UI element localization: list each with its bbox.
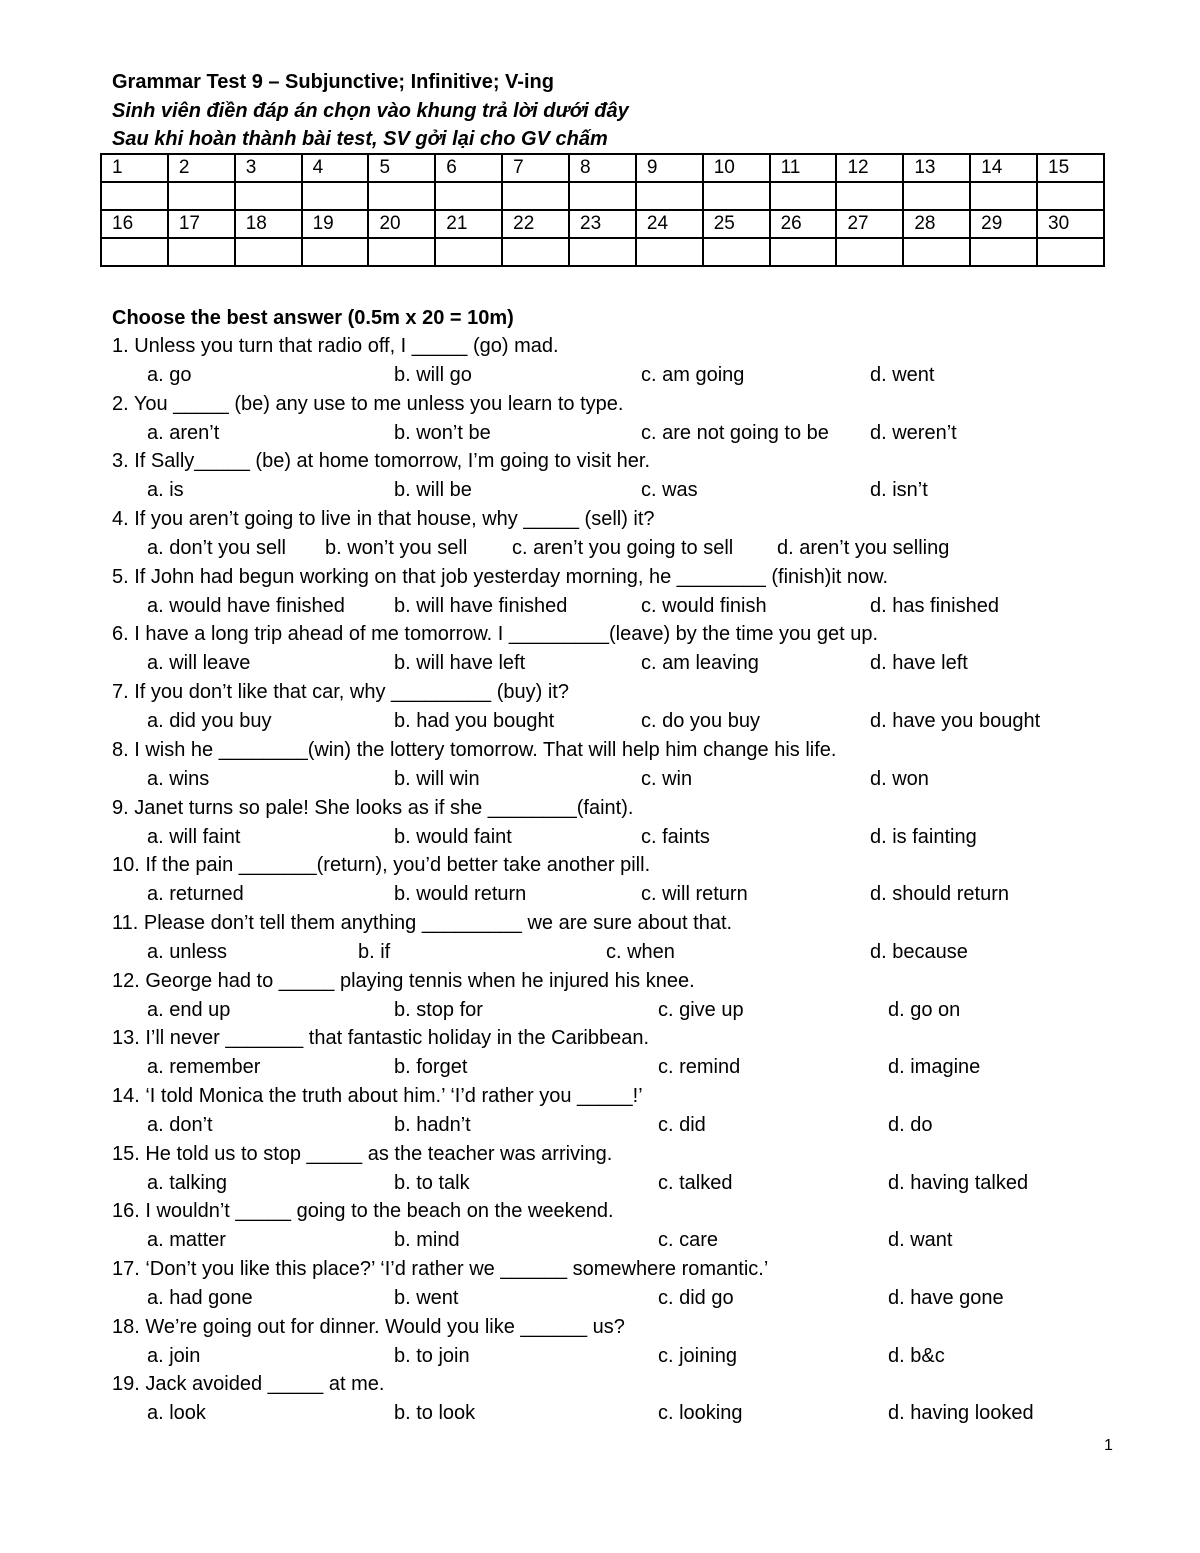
question-item <box>112 390 1112 448</box>
question-text: 7. If you don’t like that car, why _________ (buy) it? <box>112 681 569 704</box>
answer-option[interactable]: d. have gone <box>888 1287 1004 1309</box>
answer-option[interactable]: a. had gone <box>147 1287 253 1309</box>
answer-number-cell: 18 <box>235 210 302 238</box>
answer-option[interactable]: a. go <box>147 364 192 386</box>
answer-number-cell: 25 <box>703 210 770 238</box>
answer-cell[interactable] <box>101 182 168 210</box>
answer-option[interactable]: d. imagine <box>888 1056 981 1079</box>
answer-grid <box>100 153 1105 267</box>
answer-option[interactable]: b. if <box>358 940 391 963</box>
question-item <box>112 1313 1112 1371</box>
answer-option[interactable]: c. when <box>606 940 675 963</box>
answer-number-cell: 24 <box>636 210 703 238</box>
question-text: 4. If you aren’t going to live in that house, why _____ (sell) it? <box>112 508 655 531</box>
answer-option[interactable]: c. win <box>641 767 693 790</box>
answer-option[interactable]: b. hadn’t <box>394 1113 471 1136</box>
answer-option[interactable]: c. was <box>641 479 698 502</box>
answer-cell[interactable] <box>970 182 1037 210</box>
answer-option[interactable]: a. wins <box>147 767 210 790</box>
answer-cell[interactable] <box>502 182 569 210</box>
answer-number-cell: 1 <box>101 154 168 182</box>
question-text: 5. If John had begun working on that job yesterday morning, he ________ (finish)it now. <box>112 565 889 588</box>
answer-cell[interactable] <box>970 238 1037 266</box>
answer-grid-answer-row-1 <box>101 182 1104 210</box>
answer-option[interactable]: d. has finished <box>870 594 999 617</box>
answer-cell[interactable] <box>1037 238 1104 266</box>
question-item <box>112 1370 1112 1428</box>
answer-option[interactable]: b. will be <box>394 479 472 502</box>
answer-option[interactable]: b. went <box>394 1287 459 1309</box>
answer-option[interactable]: b. will go <box>394 364 472 386</box>
answer-option[interactable]: c. remind <box>658 1056 741 1079</box>
answer-option[interactable]: c. am going <box>641 364 745 386</box>
answer-number-cell: 16 <box>101 210 168 238</box>
answer-option[interactable]: c. would finish <box>641 594 767 617</box>
answer-option[interactable]: d. do <box>888 1113 933 1136</box>
answer-option[interactable]: a. unless <box>147 940 228 963</box>
answer-option[interactable]: a. will leave <box>147 652 251 675</box>
question-list <box>112 332 1112 1428</box>
answer-cell[interactable] <box>101 238 168 266</box>
question-text: 8. I wish he ________(win) the lottery tomorrow. That will help him change his life. <box>112 738 837 761</box>
answer-cell[interactable] <box>703 238 770 266</box>
answer-cell[interactable] <box>569 182 636 210</box>
page-number: 1 <box>1104 1437 1113 1454</box>
answer-number-cell: 2 <box>168 154 235 182</box>
answer-option[interactable]: b. would faint <box>394 825 512 848</box>
answer-number-cell: 4 <box>302 154 369 182</box>
answer-grid-answer-row-2 <box>101 238 1104 266</box>
answer-option[interactable]: c. care <box>658 1229 719 1252</box>
question-text: 10. If the pain _______(return), you’d better take another pill. <box>112 854 651 877</box>
answer-option[interactable]: c. am leaving <box>641 652 759 675</box>
question-text: 11. Please don’t tell them anything _________ we are sure about that. <box>112 911 733 934</box>
answer-option[interactable]: b. won’t you sell <box>325 537 468 560</box>
question-text: 3. If Sally_____ (be) at home tomorrow, I’m going to visit her. <box>112 450 651 473</box>
answer-number-cell: 5 <box>368 154 435 182</box>
answer-option[interactable]: b. had you bought <box>394 710 555 733</box>
answer-cell[interactable] <box>703 182 770 210</box>
answer-number-cell: 17 <box>168 210 235 238</box>
answer-option[interactable]: d. isn’t <box>870 479 928 502</box>
instruction-line-2: Sau khi hoàn thành bài test, SV gởi lại cho GV chấm <box>112 128 608 150</box>
question-item <box>112 909 1112 967</box>
question-item <box>112 332 1112 390</box>
question-text: 9. Janet turns so pale! She looks as if she ________(faint). <box>112 796 634 819</box>
question-text: 17. ‘Don’t you like this place?’ ‘I’d rather we ______ somewhere romantic.’ <box>112 1258 769 1280</box>
answer-option[interactable]: a. talking <box>147 1171 228 1194</box>
answer-number-cell: 29 <box>970 210 1037 238</box>
answer-option[interactable]: c. faints <box>641 825 710 848</box>
answer-option[interactable]: a. matter <box>147 1229 226 1252</box>
answer-number-cell: 9 <box>636 154 703 182</box>
answer-number-cell: 26 <box>770 210 837 238</box>
question-item <box>112 563 1112 621</box>
answer-option[interactable]: c. looking <box>658 1402 743 1425</box>
answer-option[interactable]: d. won <box>870 767 929 790</box>
answer-cell[interactable] <box>636 182 703 210</box>
answer-number-cell: 10 <box>703 154 770 182</box>
answer-option[interactable]: a. remember <box>147 1056 261 1079</box>
answer-cell[interactable] <box>502 238 569 266</box>
answer-option[interactable]: b. to join <box>394 1344 470 1367</box>
answer-cell[interactable] <box>636 238 703 266</box>
answer-cell[interactable] <box>235 182 302 210</box>
answer-number-cell: 23 <box>569 210 636 238</box>
answer-option[interactable]: d. is fainting <box>870 825 977 848</box>
question-item <box>112 505 1112 563</box>
answer-grid-number-row-2 <box>101 210 1104 238</box>
answer-cell[interactable] <box>168 182 235 210</box>
answer-option[interactable]: c. aren’t you going to sell <box>512 537 734 560</box>
answer-option[interactable]: c. do you buy <box>641 710 760 733</box>
answer-number-cell: 15 <box>1037 154 1104 182</box>
answer-option[interactable]: a. did you buy <box>147 710 272 733</box>
answer-option[interactable]: d. because <box>870 940 968 963</box>
question-text: 2. You _____ (be) any use to me unless you learn to type. <box>112 392 624 415</box>
answer-option[interactable]: a. is <box>147 479 184 502</box>
answer-option[interactable]: b. won’t be <box>394 421 491 444</box>
question-item <box>112 1024 1112 1082</box>
answer-option[interactable]: a. aren’t <box>147 421 220 444</box>
answer-grid-number-row-1 <box>101 154 1104 182</box>
answer-cell[interactable] <box>168 238 235 266</box>
question-item <box>112 736 1112 794</box>
answer-number-cell: 7 <box>502 154 569 182</box>
answer-number-cell: 22 <box>502 210 569 238</box>
answer-option[interactable]: b. to talk <box>394 1171 470 1194</box>
answer-option[interactable]: a. don’t you sell <box>147 537 286 560</box>
answer-number-cell: 30 <box>1037 210 1104 238</box>
question-text: 6. I have a long trip ahead of me tomorrow. I _________(leave) by the time you get up. <box>112 623 879 646</box>
answer-option[interactable]: d. go on <box>888 998 961 1021</box>
answer-number-cell: 12 <box>836 154 903 182</box>
question-item <box>112 967 1112 1025</box>
answer-number-cell: 28 <box>903 210 970 238</box>
answer-option[interactable]: b. to look <box>394 1402 476 1425</box>
answer-number-cell: 19 <box>302 210 369 238</box>
answer-option[interactable]: c. talked <box>658 1171 733 1194</box>
answer-option[interactable]: a. will faint <box>147 825 241 848</box>
answer-option[interactable]: a. don’t <box>147 1113 213 1136</box>
answer-option[interactable]: c. did go <box>658 1287 734 1309</box>
answer-number-cell: 20 <box>368 210 435 238</box>
answer-cell[interactable] <box>368 182 435 210</box>
answer-cell[interactable] <box>770 182 837 210</box>
section-title: Choose the best answer (0.5m x 20 = 10m) <box>112 307 514 329</box>
answer-cell[interactable] <box>435 182 502 210</box>
answer-number-cell: 8 <box>569 154 636 182</box>
question-item <box>112 794 1112 852</box>
answer-option[interactable]: c. will return <box>641 883 748 906</box>
instruction-line-1: Sinh viên điền đáp án chọn vào khung trả lời dưới đây <box>112 100 629 122</box>
test-title: Grammar Test 9 – Subjunctive; Infinitive; V-ing <box>112 71 554 93</box>
answer-option[interactable]: b. will have finished <box>394 594 568 617</box>
answer-option[interactable]: b. stop for <box>394 998 483 1021</box>
answer-cell[interactable] <box>368 238 435 266</box>
question-text: 18. We’re going out for dinner. Would you like ______ us? <box>112 1315 625 1338</box>
answer-number-cell: 27 <box>836 210 903 238</box>
answer-cell[interactable] <box>836 238 903 266</box>
answer-option[interactable]: d. b&c <box>888 1344 945 1367</box>
answer-cell[interactable] <box>770 238 837 266</box>
answer-option[interactable]: a. returned <box>147 883 244 906</box>
answer-option[interactable]: a. end up <box>147 998 231 1021</box>
answer-cell[interactable] <box>569 238 636 266</box>
answer-option[interactable]: d. should return <box>870 883 1009 906</box>
answer-option[interactable]: b. would return <box>394 883 527 906</box>
question-item <box>112 851 1112 909</box>
answer-cell[interactable] <box>1037 182 1104 210</box>
answer-number-cell: 21 <box>435 210 502 238</box>
answer-number-cell: 6 <box>435 154 502 182</box>
answer-number-cell: 13 <box>903 154 970 182</box>
answer-option[interactable]: a. would have finished <box>147 594 345 617</box>
answer-option[interactable]: b. mind <box>394 1229 460 1252</box>
answer-number-cell: 11 <box>770 154 837 182</box>
answer-option[interactable]: d. went <box>870 364 935 386</box>
answer-number-cell: 14 <box>970 154 1037 182</box>
question-item <box>112 1140 1112 1198</box>
question-text: 1. Unless you turn that radio off, I _____ (go) mad. <box>112 335 559 357</box>
question-item <box>112 1197 1112 1255</box>
answer-option[interactable]: c. did <box>658 1113 706 1136</box>
answer-option[interactable]: d. aren’t you selling <box>777 537 950 560</box>
answer-option[interactable]: a. join <box>147 1344 201 1367</box>
answer-option[interactable]: d. have left <box>870 652 968 675</box>
question-text: 12. George had to _____ playing tennis when he injured his knee. <box>112 969 695 992</box>
answer-option[interactable]: a. look <box>147 1402 206 1425</box>
answer-cell[interactable] <box>235 238 302 266</box>
answer-option[interactable]: d. want <box>888 1229 953 1252</box>
answer-cell[interactable] <box>836 182 903 210</box>
question-item <box>112 1082 1112 1140</box>
answer-option[interactable]: c. are not going to be <box>641 421 829 444</box>
answer-option[interactable]: d. having talked <box>888 1171 1029 1194</box>
question-item <box>112 1255 1112 1313</box>
answer-cell[interactable] <box>903 238 970 266</box>
answer-option[interactable]: b. will have left <box>394 652 526 675</box>
question-text: 16. I wouldn’t _____ going to the beach on the weekend. <box>112 1200 614 1223</box>
answer-option[interactable]: c. joining <box>658 1344 737 1367</box>
answer-option[interactable]: d. having looked <box>888 1402 1034 1425</box>
answer-number-cell: 3 <box>235 154 302 182</box>
question-text: 19. Jack avoided _____ at me. <box>112 1373 385 1396</box>
question-text: 14. ‘I told Monica the truth about him.’ ‘I’d rather you _____!’ <box>112 1084 643 1107</box>
answer-option[interactable]: b. will win <box>394 767 480 790</box>
answer-cell[interactable] <box>435 238 502 266</box>
answer-cell[interactable] <box>302 238 369 266</box>
answer-option[interactable]: c. give up <box>658 998 744 1021</box>
answer-cell[interactable] <box>302 182 369 210</box>
answer-option[interactable]: b. forget <box>394 1056 468 1079</box>
answer-option[interactable]: d. have you bought <box>870 710 1041 733</box>
question-item <box>112 447 1112 505</box>
question-item <box>112 620 1112 678</box>
question-item <box>112 678 1112 736</box>
question-text: 15. He told us to stop _____ as the teacher was arriving. <box>112 1142 613 1165</box>
answer-cell[interactable] <box>903 182 970 210</box>
question-text: 13. I’ll never _______ that fantastic holiday in the Caribbean. <box>112 1027 650 1050</box>
answer-option[interactable]: d. weren’t <box>870 421 957 444</box>
